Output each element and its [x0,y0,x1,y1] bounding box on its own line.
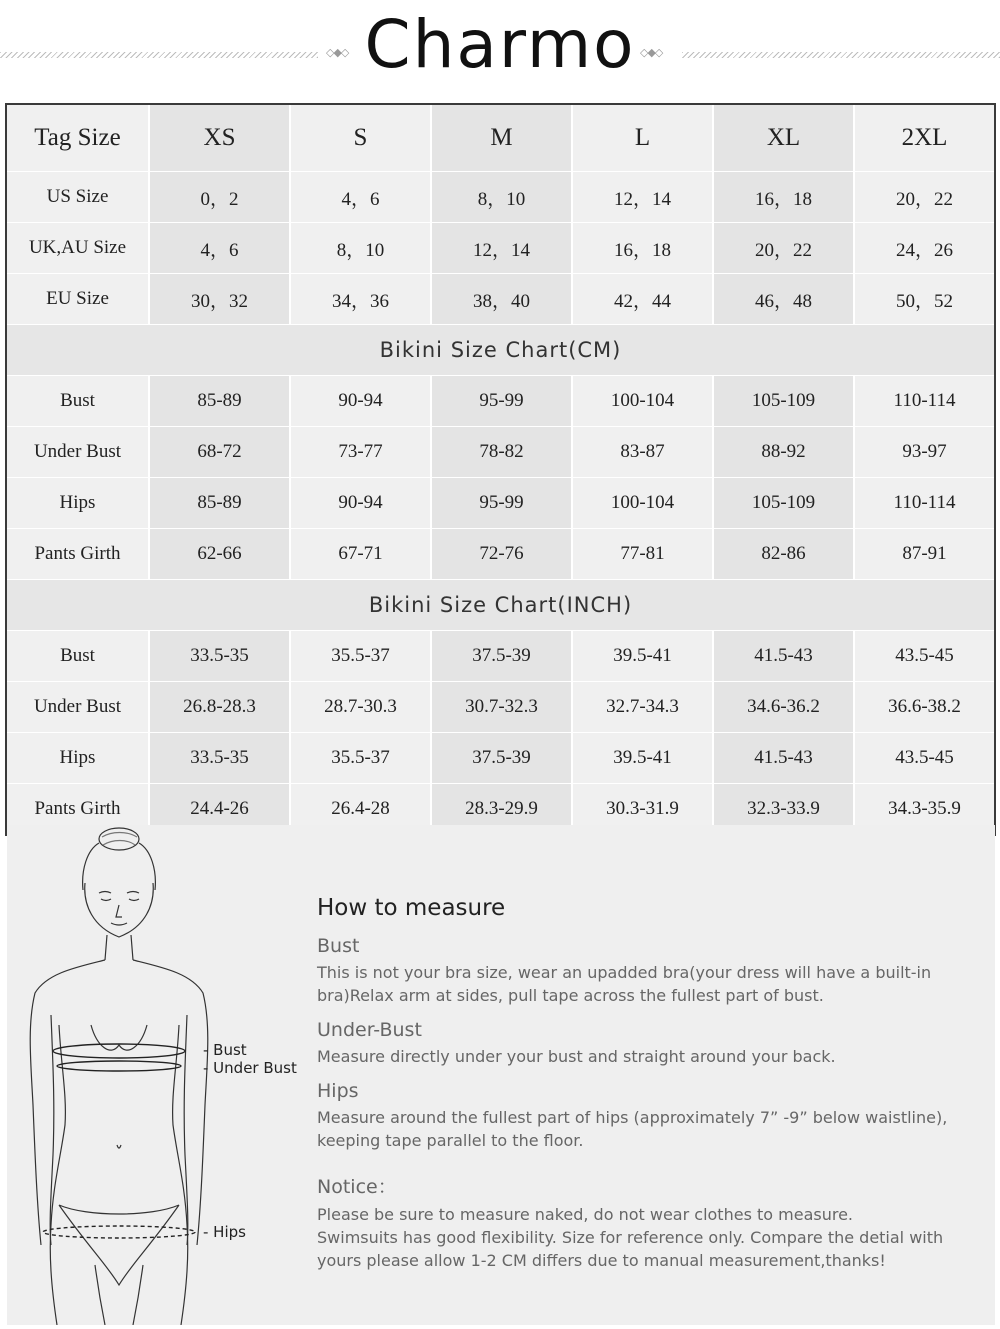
instruction-text [317,961,989,1007]
table-cell: 8，10 [430,172,571,222]
instruction-title: Hips [317,1080,359,1102]
instruction-line: bra)Relax arm at sides, pull tape across the fullest part of bust. [317,986,824,1005]
table-cell: 30，32 [148,274,289,324]
instruction-text [317,1106,989,1152]
row-label: EU Size [7,274,148,324]
table-cell: 68-72 [148,427,289,477]
instruction-line: Measure directly under your bust and straight around your back. [317,1047,836,1066]
table-cell: 24.4-26 [148,784,289,834]
table-cell: 42，44 [571,274,712,324]
row-label: UK,AU Size [7,223,148,273]
table-row [7,681,994,732]
row-label: US Size [7,172,148,222]
table-row [7,273,994,324]
table-cell: 88-92 [712,427,853,477]
table-cell: 16，18 [712,172,853,222]
table-cell: 105-109 [712,376,853,426]
how-to-measure-panel [7,825,995,1325]
size-header-cell: XL [712,105,853,171]
bust-label: - Bust [203,1041,247,1059]
table-header-row [7,105,994,171]
table-cell: 100-104 [571,376,712,426]
table-cell: 67-71 [289,529,430,579]
inch-section-title: Bikini Size Chart(INCH) [7,579,994,630]
hair-bun [99,828,139,850]
table-cell: 90-94 [289,478,430,528]
table-cell: 83-87 [571,427,712,477]
hips-label: - Hips [203,1223,246,1241]
table-cell: 62-66 [148,529,289,579]
table-row [7,375,994,426]
table-cell: 87-91 [853,529,994,579]
right-arm-outline [133,960,208,1245]
diamond-ornament-left: ◇◆◇ [326,46,349,59]
notice-text [317,1203,989,1272]
hips-instruction [317,1080,989,1152]
table-cell: 20，22 [853,172,994,222]
tag-size-header: Tag Size [7,105,148,171]
notice-line: Swimsuits has good flexibility. Size for reference only. Compare the detial with [317,1228,944,1247]
table-cell: 110-114 [853,376,994,426]
table-cell: 39.5-41 [571,631,712,681]
table-cell: 38，40 [430,274,571,324]
brand-header [0,0,1000,104]
table-cell: 12，14 [430,223,571,273]
table-row [7,171,994,222]
table-cell: 35.5-37 [289,631,430,681]
table-cell: 35.5-37 [289,733,430,783]
table-cell: 33.5-35 [148,631,289,681]
face-outline [85,883,153,937]
instruction-text [317,1045,989,1068]
table-cell: 26.4-28 [289,784,430,834]
table-cell: 73-77 [289,427,430,477]
table-cell: 72-76 [430,529,571,579]
table-cell: 34.3-35.9 [853,784,994,834]
size-header-cell: XS [148,105,289,171]
table-row [7,630,994,681]
instruction-title: Bust [317,935,360,957]
table-cell: 50，52 [853,274,994,324]
bikini-bottom-outline [59,1205,179,1285]
table-row [7,477,994,528]
measure-instructions [317,895,989,1284]
size-header-cell: 2XL [853,105,994,171]
diamond-ornament-right: ◇◆◇ [640,46,663,59]
table-cell: 37.5-39 [430,631,571,681]
table-cell: 28.7-30.3 [289,682,430,732]
bust-instruction [317,935,989,1007]
size-chart-table [5,103,996,836]
table-cell: 77-81 [571,529,712,579]
table-cell: 28.3-29.9 [430,784,571,834]
under-bust-tape-line [57,1061,181,1071]
under-bust-label: - Under Bust [203,1059,297,1077]
hips-tape-line [43,1226,195,1238]
table-cell: 33.5-35 [148,733,289,783]
instruction-line: Measure around the fullest part of hips (approximately 7” -9” below waistline), [317,1108,948,1127]
notice-line: yours please allow 1-2 CM differs due to manual measurement,thanks! [317,1251,886,1270]
decorative-line-left [0,52,318,58]
cm-section-title: Bikini Size Chart(CM) [7,324,994,375]
table-cell: 82-86 [712,529,853,579]
size-header-cell: M [430,105,571,171]
decorative-line-right [682,52,1000,58]
table-cell: 4，6 [148,223,289,273]
table-cell: 78-82 [430,427,571,477]
notice-block [317,1172,989,1272]
body-figure-illustration [7,825,317,1325]
table-row [7,732,994,783]
table-cell: 43.5-45 [853,733,994,783]
table-cell: 32.3-33.9 [712,784,853,834]
table-cell: 100-104 [571,478,712,528]
table-cell: 30.3-31.9 [571,784,712,834]
row-label: Under Bust [7,427,148,477]
table-cell: 46，48 [712,274,853,324]
table-cell: 43.5-45 [853,631,994,681]
table-cell: 95-99 [430,376,571,426]
row-label: Under Bust [7,682,148,732]
row-label: Hips [7,478,148,528]
bust-tape-line [53,1044,185,1058]
row-label: Pants Girth [7,529,148,579]
table-cell: 26.8-28.3 [148,682,289,732]
notice-title: Notice： [317,1176,397,1198]
how-to-measure-title: How to measure [317,895,506,921]
row-label: Hips [7,733,148,783]
notice-line: Please be sure to measure naked, do not wear clothes to measure. [317,1205,853,1224]
table-cell: 90-94 [289,376,430,426]
row-label: Pants Girth [7,784,148,834]
table-cell: 93-97 [853,427,994,477]
table-cell: 34.6-36.2 [712,682,853,732]
instruction-line: This is not your bra size, wear an upadded bra(your dress will have a built-in [317,963,932,982]
table-cell: 95-99 [430,478,571,528]
table-cell: 37.5-39 [430,733,571,783]
table-cell: 32.7-34.3 [571,682,712,732]
table-cell: 16，18 [571,223,712,273]
table-cell: 4，6 [289,172,430,222]
table-cell: 8，10 [289,223,430,273]
under-bust-instruction [317,1019,989,1068]
table-cell: 41.5-43 [712,733,853,783]
table-row [7,222,994,273]
table-row [7,528,994,579]
table-cell: 20，22 [712,223,853,273]
table-cell: 85-89 [148,478,289,528]
size-header-cell: L [571,105,712,171]
table-row [7,426,994,477]
table-cell: 34，36 [289,274,430,324]
left-arm-outline [30,960,105,1245]
brand-logo-text: Charmo [364,6,636,83]
row-label: Bust [7,631,148,681]
table-cell: 0，2 [148,172,289,222]
table-cell: 41.5-43 [712,631,853,681]
table-cell: 24，26 [853,223,994,273]
table-cell: 30.7-32.3 [430,682,571,732]
bust-outline [91,1025,147,1050]
table-cell: 39.5-41 [571,733,712,783]
instruction-title: Under-Bust [317,1019,422,1041]
row-label: Bust [7,376,148,426]
table-cell: 36.6-38.2 [853,682,994,732]
table-cell: 105-109 [712,478,853,528]
size-header-cell: S [289,105,430,171]
table-cell: 110-114 [853,478,994,528]
instruction-line: keeping tape parallel to the floor. [317,1131,584,1150]
table-cell: 12，14 [571,172,712,222]
table-cell: 85-89 [148,376,289,426]
